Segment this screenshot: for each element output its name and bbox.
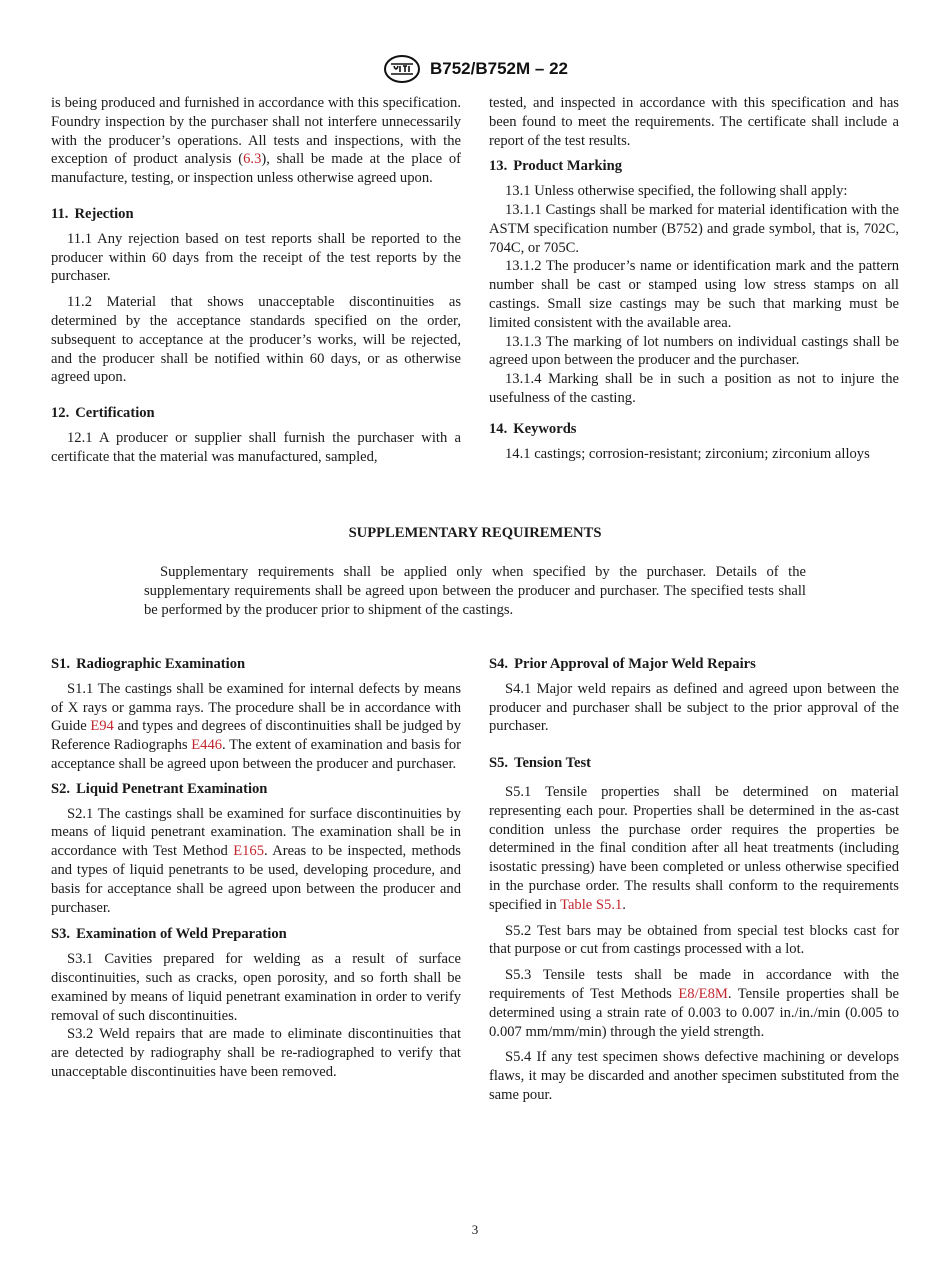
page-number: 3 — [471, 1222, 479, 1237]
reference-link-e94[interactable]: E94 — [90, 718, 114, 735]
reference-link-e165[interactable]: E165 — [233, 843, 265, 860]
paragraph-s5-3: S5.3 Tensile tests shall be made in accordance with the requirements of Test Methods E8/E8M. Tensile properties shall be determined using a strain rate of 0.003 to 0.007 in./in./min (0.005 to 0.007 mm/mm/min) through the yield strength. — [489, 967, 899, 1040]
paragraph-s5-4: S5.4 If any test specimen shows defective machining or develops flaws, it may be discarded and another specimen substituted from the same pour. — [489, 1049, 899, 1103]
section-heading-rejection: 11. Rejection — [51, 205, 134, 222]
section-heading-s4: S4. Prior Approval of Major Weld Repairs — [489, 656, 756, 672]
section-heading-s3: S3. Examination of Weld Preparation — [51, 926, 287, 943]
paragraph-s1-1: S1.1 The castings shall be examined for internal defects by means of X rays or gamma rays. The procedure shall be in accordance with Guide E94 and types and degrees of discontinuities shall be judged by Reference Radiographs E446. The extent of examination and basis for acceptance shall be agreed upon between the producer and purchaser. — [51, 680, 461, 772]
section-link-6-3[interactable]: 6.3 — [243, 151, 262, 168]
paragraph-s5-2: S5.2 Test bars may be obtained from special test blocks cast for that purpose or cut from castings processed with a lot. — [489, 922, 899, 958]
paragraph-14-1: 14.1 castings; corrosion-resistant; zirconium; zirconium alloys — [505, 445, 870, 462]
paragraph-s2-1: S2.1 The castings shall be examined for surface discontinuities by means of liquid penetrant examination. The examination shall be in accordance with Test Method E165. Areas to be inspected, methods and types of liquid penetrants to be used, developing procedure, and basis for acceptance shall be agreed upon between the producer and purchaser. — [51, 805, 461, 916]
continuation-paragraph: is being produced and furnished in accordance with this specification. Foundry inspection by the purchaser shall not interfere unnecessarily with the producer’s operations. All tests and inspections, with the exception of product analysis (6.3), shall be made at the place of manufacture, testing, or inspection unless otherwise agreed upon. — [51, 95, 461, 187]
bottom-right-column — [489, 655, 899, 1105]
paragraph-11-1: 11.1 Any rejection based on test reports shall be reported to the producer within 60 days from the receipt of the test reports by the purchaser. — [51, 230, 461, 285]
paragraph-13-1-3: 13.1.3 The marking of lot numbers on individual castings shall be agreed upon between the producer and the purchaser. — [489, 333, 899, 369]
top-left-column — [51, 94, 461, 467]
table-link-s5-1[interactable]: Table S5.1 — [560, 896, 623, 913]
reference-link-e446[interactable]: E446 — [191, 737, 223, 754]
section-heading-s5: S5. Tension Test — [489, 755, 591, 772]
section-heading-s2: S2. Liquid Penetrant Examination — [51, 780, 268, 797]
supplementary-title: SUPPLEMENTARY REQUIREMENTS — [348, 525, 602, 541]
paragraph-13-1-1: 13.1.1 Castings shall be marked for material identification with the ASTM specification number (B752) and grade symbol, that is, 702C, 704C, or 705C. — [489, 201, 899, 256]
paragraph-13-1-4: 13.1.4 Marking shall be in such a position as not to injure the usefulness of the casting. — [489, 371, 899, 406]
continuation-paragraph-right: tested, and inspected in accordance with this specification and has been found to meet the requirements. The certificate shall include a report of the test results. — [489, 95, 899, 149]
section-heading-product-marking: 13. Product Marking — [489, 158, 623, 175]
top-right-column — [489, 94, 899, 463]
supplementary-intro: Supplementary requirements shall be applied only when specified by the purchaser. Details of the supplementary requirements shall be agreed upon between the producer and purchaser. The specified tests shall be performed by the producer prior to shipment of the castings. — [144, 564, 806, 618]
bottom-left-column — [51, 655, 461, 1082]
paragraph-s4-1: S4.1 Major weld repairs as defined and agreed upon between the producer and purchaser shall be subject to the prior approval of the purchaser. — [489, 680, 899, 735]
paragraph-s5-1: S5.1 Tensile properties shall be determined on material representing each pour. Properties shall be determined in the as-cast condition unless the purchase order requires the properties be determined in the final condition after all heat treatments (including isostatic pressing) have been completed or unless otherwise specified in the purchase order. The results shall conform to the requirements specified in Table S5.1. — [489, 783, 899, 913]
document-id: B752/B752M – 22 — [430, 59, 568, 78]
paragraph-s3-1: S3.1 Cavities prepared for welding as a result of surface discontinuities, such as cracks, open porosity, and so forth shall be examined by means of liquid penetrant examination in order to verify removal of such discontinuities. — [51, 951, 461, 1024]
reference-link-e8-e8m[interactable]: E8/E8M — [678, 985, 728, 1002]
paragraph-12-1: 12.1 A producer or supplier shall furnish the purchaser with a certificate that the material was manufactured, sampled, — [51, 429, 461, 465]
paragraph-13-1-2: 13.1.2 The producer’s name or identification mark and the pattern number shall be cast or stamped using low stress stamps on all castings. Small size castings may be such that marking must be limited consistent with the available area. — [489, 258, 899, 331]
astm-logo-icon — [382, 54, 422, 84]
section-heading-s1: S1. Radiographic Examination — [51, 656, 246, 672]
page-header — [0, 54, 950, 84]
section-heading-certification: 12. Certification — [51, 405, 155, 422]
paragraph-13-1: 13.1 Unless otherwise specified, the following shall apply: — [505, 183, 848, 200]
section-heading-keywords: 14. Keywords — [489, 420, 577, 437]
paragraph-11-2: 11.2 Material that shows unacceptable discontinuities as determined by the acceptance standards specified on the order, subsequent to acceptance at the producer’s works, will be rejected, and the producer shall be notified within 60 days, or as otherwise agreed upon. — [51, 294, 461, 386]
paragraph-s3-2: S3.2 Weld repairs that are made to eliminate discontinuities that are detected by radiography shall be re-radiographed to verify that unacceptable discontinuities have been removed. — [51, 1026, 461, 1080]
